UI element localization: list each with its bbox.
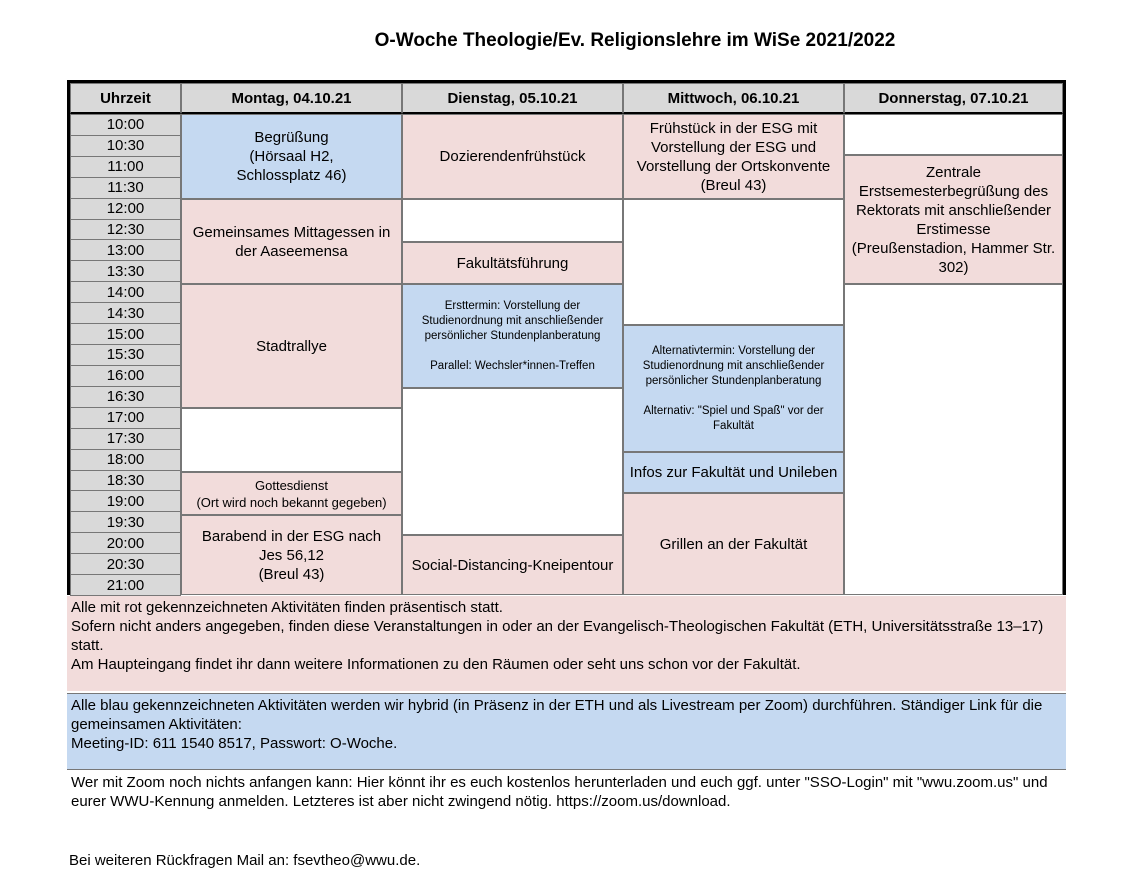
time-slot: 10:00 bbox=[70, 114, 181, 136]
time-slot: 16:30 bbox=[70, 386, 181, 408]
note-zoom-text: Wer mit Zoom noch nichts anfangen kann: Hier könnt ihr es euch kostenlos herunterladen und euch ggf. unter "SSO-Login" mit "wwu.zoom.us" und eurer WWU-Kennung anmelden. Letzteres ist aber nicht zwingend nötig. https://zoom.us/download. bbox=[71, 774, 1048, 810]
event-grillen: Grillen an der Fakultät bbox=[623, 493, 844, 595]
page-title: O-Woche Theologie/Ev. Religionslehre im WiSe 2021/2022 bbox=[374, 30, 896, 51]
empty-cell bbox=[402, 199, 623, 242]
note-red-line: Alle mit rot gekennzeichneten Aktivitäten finden präsentisch statt. bbox=[71, 599, 503, 616]
header-wednesday: Mittwoch, 06.10.21 bbox=[623, 83, 844, 114]
time-slot: 10:30 bbox=[70, 135, 181, 157]
header-monday: Montag, 04.10.21 bbox=[181, 83, 402, 114]
time-slot: 20:00 bbox=[70, 532, 181, 554]
schedule-table bbox=[67, 80, 1066, 595]
time-slot: 14:00 bbox=[70, 281, 181, 303]
time-slot: 15:30 bbox=[70, 344, 181, 366]
time-slot: 11:00 bbox=[70, 156, 181, 178]
event-gottesdienst: Gottesdienst (Ort wird noch bekannt gegeben) bbox=[181, 472, 402, 515]
note-red-line: Sofern nicht anders angegeben, finden diese Veranstaltungen in oder an der Evangelisch-Theologischen Fakultät (ETH, Universitätsstraße 13–17) statt. bbox=[71, 618, 1044, 654]
empty-cell bbox=[181, 408, 402, 472]
time-slot: 19:30 bbox=[70, 511, 181, 533]
event-begruessung: Begrüßung (Hörsaal H2, Schlossplatz 46) bbox=[181, 114, 402, 199]
empty-cell bbox=[844, 284, 1063, 595]
event-alternativtermin: Alternativtermin: Vorstellung der Studienordnung mit anschließender persönlicher Stundenplanberatung Alternativ: "Spiel und Spaß" vor der Fakultät bbox=[623, 325, 844, 452]
time-slot: 20:30 bbox=[70, 553, 181, 575]
note-red bbox=[67, 596, 1066, 691]
time-slot: 18:00 bbox=[70, 449, 181, 471]
time-slot: 13:00 bbox=[70, 239, 181, 261]
event-zentrale-begruessung: Zentrale Erstsemesterbegrüßung des Rektorats mit anschließender Erstimesse (Preußenstadion, Hammer Str. 302) bbox=[844, 155, 1063, 284]
note-blue-line: Alle blau gekennzeichneten Aktivitäten werden wir hybrid (in Präsenz in der ETH und als Livestream per Zoom) durchführen. Ständiger Link für die gemeinsamen Aktivitäten: bbox=[71, 697, 1043, 733]
time-slot: 15:00 bbox=[70, 323, 181, 345]
note-zoom bbox=[67, 771, 1066, 815]
empty-cell bbox=[402, 388, 623, 535]
header-tuesday: Dienstag, 05.10.21 bbox=[402, 83, 623, 114]
time-slot: 19:00 bbox=[70, 490, 181, 512]
note-blue-line: Meeting-ID: 611 1540 8517, Passwort: O-Woche. bbox=[71, 735, 398, 752]
event-kneipentour: Social-Distancing-Kneipentour bbox=[402, 535, 623, 595]
event-infos-fakultaet: Infos zur Fakultät und Unileben bbox=[623, 452, 844, 493]
time-slot: 17:00 bbox=[70, 407, 181, 429]
event-fakultaetsfuehrung: Fakultätsführung bbox=[402, 242, 623, 284]
event-stadtrallye: Stadtrallye bbox=[181, 284, 402, 408]
time-slot: 12:30 bbox=[70, 219, 181, 241]
event-dozierendenfruehstueck: Dozierendenfrühstück bbox=[402, 114, 623, 199]
event-barabend: Barabend in der ESG nach Jes 56,12 (Breul 43) bbox=[181, 515, 402, 595]
time-slot: 21:00 bbox=[70, 574, 181, 596]
time-slot: 14:30 bbox=[70, 302, 181, 324]
note-blue bbox=[67, 693, 1066, 770]
event-mittagessen: Gemeinsames Mittagessen in der Aaseemensa bbox=[181, 199, 402, 284]
time-slot: 12:00 bbox=[70, 198, 181, 220]
time-slot: 13:30 bbox=[70, 260, 181, 282]
time-slot: 18:30 bbox=[70, 470, 181, 492]
empty-cell bbox=[844, 114, 1063, 155]
header-thursday: Donnerstag, 07.10.21 bbox=[844, 83, 1063, 114]
empty-cell bbox=[623, 199, 844, 325]
event-ersttermin: Ersttermin: Vorstellung der Studienordnung mit anschließender persönlicher Stundenplanberatung Parallel: Wechsler*innen-Treffen bbox=[402, 284, 623, 388]
event-fruehstueck-esg: Frühstück in der ESG mit Vorstellung der ESG und Vorstellung der Ortskonvente (Breul 43) bbox=[623, 114, 844, 199]
header-time: Uhrzeit bbox=[70, 83, 181, 114]
time-slot: 16:00 bbox=[70, 365, 181, 387]
time-slot: 17:30 bbox=[70, 428, 181, 450]
note-red-line: Am Haupteingang findet ihr dann weitere Informationen zu den Räumen oder seht uns schon vor der Fakultät. bbox=[71, 656, 801, 673]
time-slot: 11:30 bbox=[70, 177, 181, 199]
contact-line: Bei weiteren Rückfragen Mail an: fsevtheo@wwu.de. bbox=[69, 852, 421, 869]
